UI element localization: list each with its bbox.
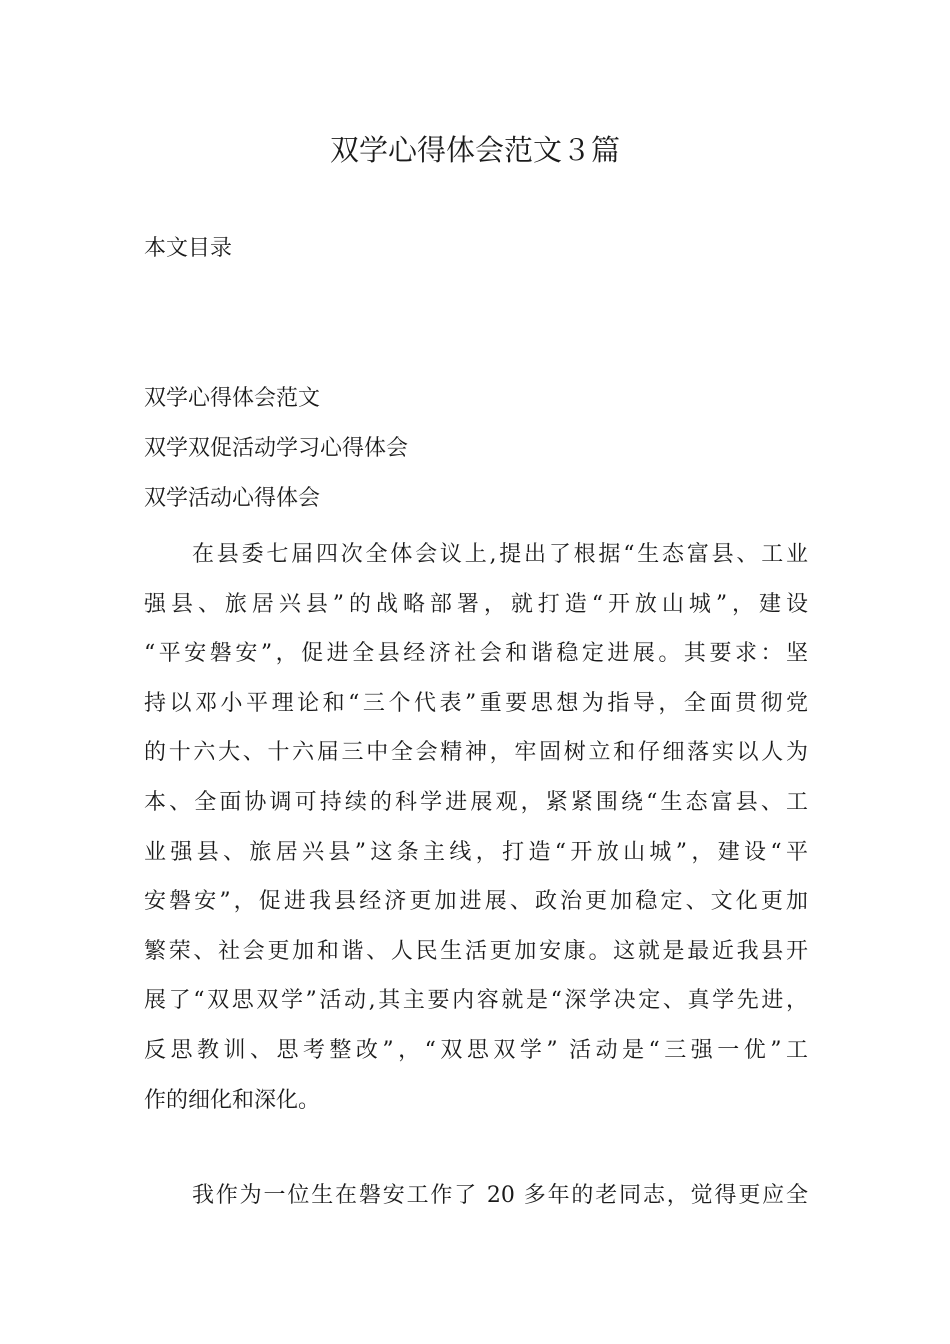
document-title: 双学心得体会范文３篇 [329,133,620,167]
paragraph-line: 展了“双思双学”活动,其主要内容就是“深学决定、真学先进， [144,988,808,1014]
toc-list [144,382,408,532]
toc-heading: 本文目录 [144,236,233,261]
toc-item[interactable]: 双学活动心得体会 [144,486,321,511]
toc-item[interactable]: 双学心得体会范文 [144,386,321,411]
paragraph-line: 强县、旅居兴县”的战略部署，就打造“开放山城”，建设 [144,591,808,617]
paragraph-line: 反思教训、思考整改”，“双思双学” 活动是“三强一优”工 [144,1037,808,1063]
paragraph-line: 的十六大、十六届三中全会精神，牢固树立和仔细落实以人为 [144,740,808,766]
paragraph-line: 本、全面协调可持续的科学进展观，紧紧围绕“生态富县、工 [144,789,808,815]
paragraph-line: 持以邓小平理论和“三个代表”重要思想为指导，全面贯彻党 [144,690,808,716]
paragraph-line: 在县委七届四次全体会议上,提出了根据“生态富县、工业 [192,542,808,567]
body-paragraph-1 [144,530,808,1125]
body-paragraph-2 [144,1176,808,1216]
paragraph-line: 业强县、旅居兴县”这条主线，打造“开放山城”，建设“平 [144,839,808,865]
paragraph-line: “平安磐安”，促进全县经济社会和谐稳定进展。其要求：坚 [144,641,808,667]
paragraph-line: 繁荣、社会更加和谐、人民生活更加安康。这就是最近我县开 [144,938,808,964]
paragraph-line: 作的细化和深化。 [144,1087,321,1113]
paragraph-line: 我作为一位生在磐安工作了 20 多年的老同志，觉得更应全 [192,1183,808,1208]
paragraph-line: 安磐安”，促进我县经济更加进展、政治更加稳定、文化更加 [144,889,808,915]
toc-item[interactable]: 双学双促活动学习心得体会 [144,436,409,461]
